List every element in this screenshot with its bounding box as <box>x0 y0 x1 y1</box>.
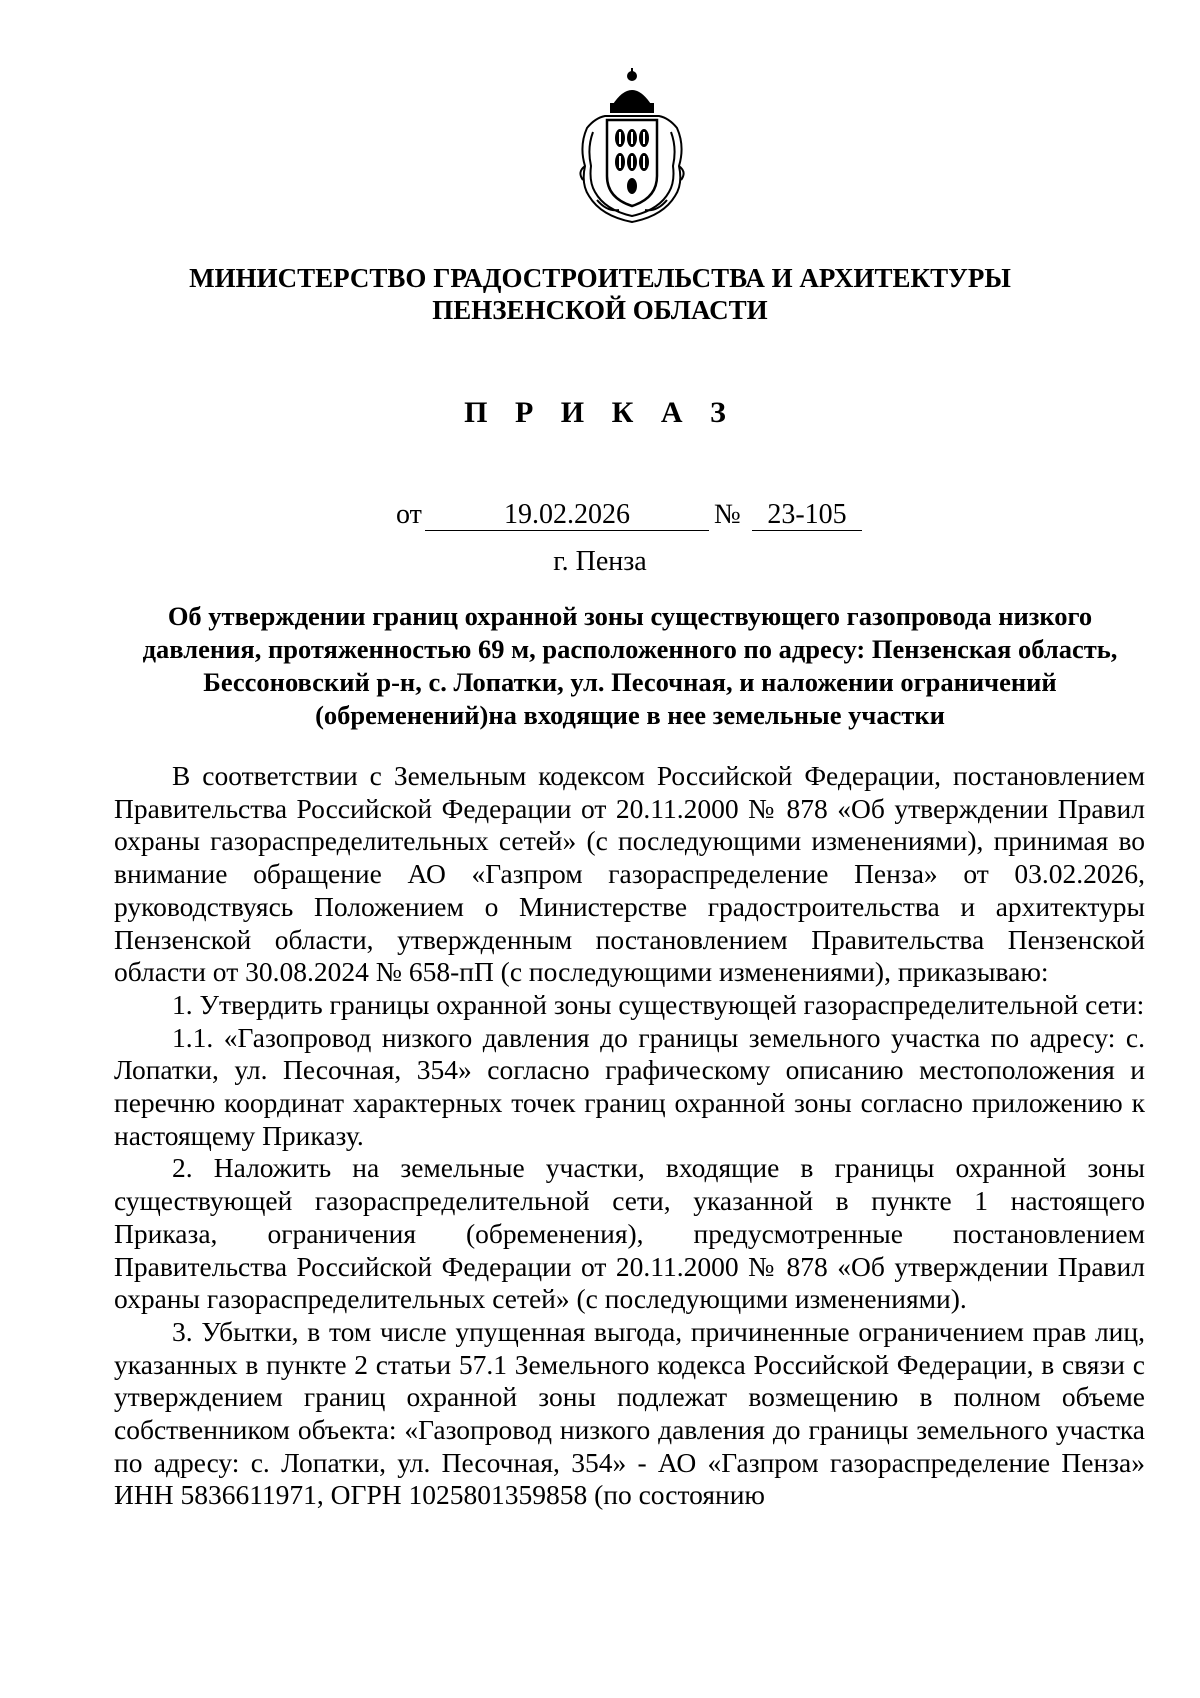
item-1-paragraph: 1. Утвердить границы охранной зоны существующей газораспределительной сети: <box>172 988 1145 1020</box>
item-1-1-paragraph: 1.1. «Газопровод низкого давления до границы земельного участка по адресу: с. Лопатки, ул. Песочная, 354» согласно графическому описанию местоположения и перечню координат характерных точек границ охранной зоны согласно приложению к настоящему Приказу. <box>114 1021 1145 1151</box>
ministry-name-line-1: МИНИСТЕРСТВО ГРАДОСТРОИТЕЛЬСТВА И АРХИТЕКТУРЫ <box>189 263 1011 293</box>
document-number: 23-105 <box>752 498 862 531</box>
document-body <box>114 760 1145 1512</box>
document-date: 19.02.2026 <box>425 498 709 531</box>
number-label: № <box>714 499 741 530</box>
preamble-paragraph: В соответствии с Земельным кодексом Российской Федерации, постановлением Правительства Российской Федерации от 20.11.2000 № 878 «Об утверждении Правил охраны газораспределительных сетей» (с последующими изменениями), принимая во внимание обращение АО «Газпром газораспределение Пенза» от 03.02.2026, руководствуясь Положением о Министерстве градостроительства и архитектуры Пензенской области, утвержденным постановлением Правительства Пензенской области от 30.08.2024 № 658-пП (с последующими изменениями), приказываю: <box>114 760 1145 988</box>
penza-region-coat-of-arms-icon <box>573 66 691 224</box>
item-3-paragraph: 3. Убытки, в том числе упущенная выгода, причиненные ограничением прав лиц, указанных в пункте 2 статьи 57.1 Земельного кодекса Российской Федерации, в связи с утверждением границ охранной зоны подлежат возмещению в полном объеме собственником объекта: «Газопровод низкого давления до границы земельного участка по адресу: с. Лопатки, ул. Песочная, 354» - АО «Газпром газораспределение Пенза» ИНН 5836611971, ОГРН 1025801359858 (по состоянию <box>114 1315 1145 1511</box>
city: г. Пенза <box>553 546 647 577</box>
document-type-heading: П Р И К А З <box>464 396 736 429</box>
ministry-name-line-2: ПЕНЗЕНСКОЙ ОБЛАСТИ <box>432 295 768 325</box>
date-label: от <box>396 499 422 530</box>
document-title: Об утверждении границ охранной зоны существующего газопровода низкого давления, протяженностью 69 м, расположенного по адресу: Пензенская область, Бессоновский р-н, с. Лопатки, ул. Песочная, и наложении ограничений (обременений)на входящие в нее земельные участки <box>142 601 1118 730</box>
item-2-paragraph: 2. Наложить на земельные участки, входящие в границы охранной зоны существующей газораспределительной сети, указанной в пункте 1 настоящего Приказа, ограничения (обременения), предусмотренные постановлением Правительства Российской Федерации от 20.11.2000 № 878 «Об утверждении Правил охраны газораспределительных сетей» (с последующими изменениями). <box>114 1152 1145 1315</box>
